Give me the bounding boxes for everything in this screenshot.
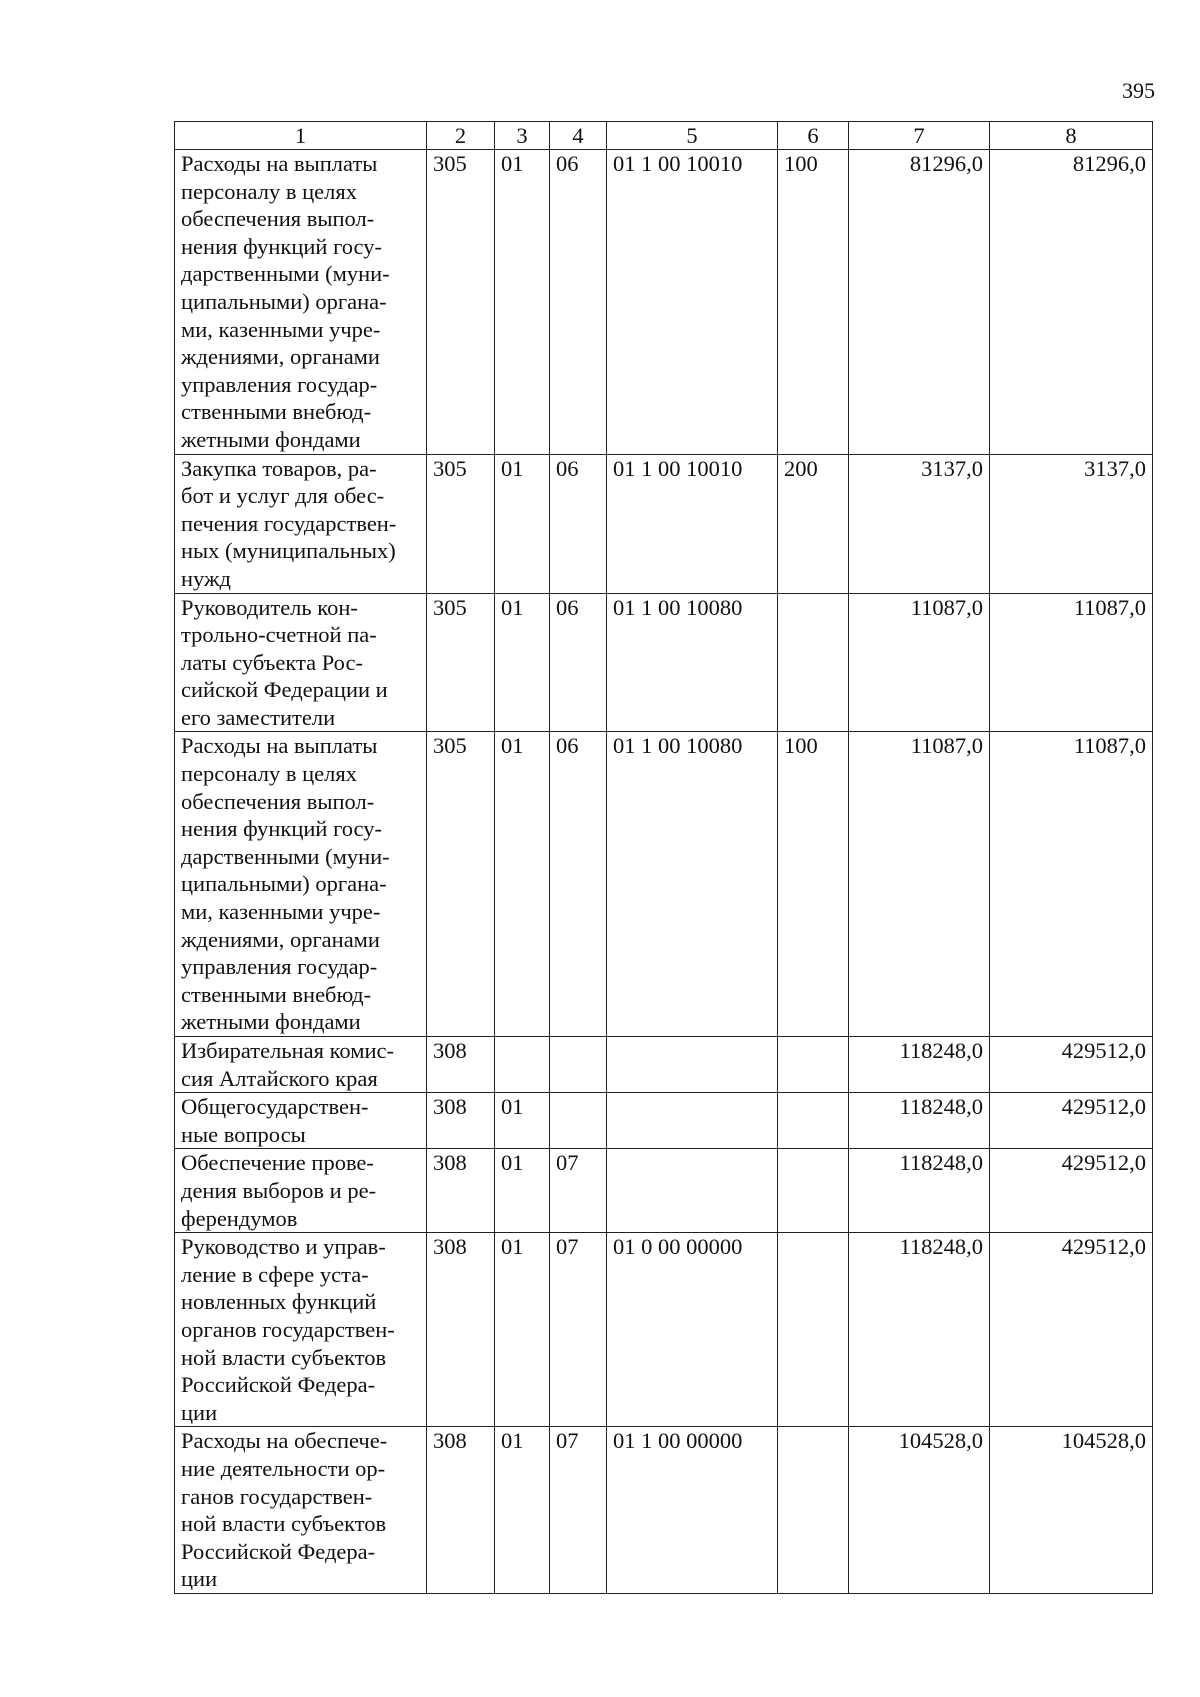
- amount-year-2-cell: 429512,0: [990, 1093, 1153, 1149]
- subsection-code-cell: [550, 1093, 607, 1149]
- row-name-line: Российской Федера-: [181, 1372, 376, 1398]
- row-name-line: обеспечения выпол-: [181, 788, 375, 814]
- row-name-line: жетными фондами: [181, 426, 361, 452]
- expense-type-cell: [778, 1427, 849, 1594]
- expense-type-cell: [778, 593, 849, 732]
- row-name-line: ные вопросы: [181, 1121, 306, 1147]
- target-code-cell: [607, 1093, 778, 1149]
- subsection-code-cell: 06: [550, 454, 607, 593]
- target-code-cell: 01 1 00 10080: [607, 593, 778, 732]
- row-name-line: ганов государствен-: [181, 1483, 373, 1509]
- subsection-code-cell: 06: [550, 150, 607, 455]
- amount-year-1-cell: 81296,0: [849, 150, 990, 455]
- table-row: [175, 1427, 1153, 1594]
- amount-year-2-cell: 429512,0: [990, 1233, 1153, 1427]
- row-name-line: ждениями, органами: [181, 926, 380, 952]
- table-row: [175, 1149, 1153, 1233]
- admin-code-cell: 305: [427, 732, 495, 1037]
- table-row: [175, 1037, 1153, 1093]
- target-code-cell: 01 0 00 00000: [607, 1233, 778, 1427]
- expense-type-cell: [778, 1037, 849, 1093]
- budget-table: [174, 121, 1153, 1594]
- column-header-1: 1: [175, 122, 427, 150]
- expense-type-cell: [778, 1093, 849, 1149]
- subsection-code-cell: [550, 1037, 607, 1093]
- subsection-code-cell: 06: [550, 593, 607, 732]
- admin-code-cell: 308: [427, 1233, 495, 1427]
- amount-year-2-cell: 429512,0: [990, 1037, 1153, 1093]
- table-row: [175, 150, 1153, 455]
- amount-year-2-cell: 104528,0: [990, 1427, 1153, 1594]
- expense-type-cell: 100: [778, 150, 849, 455]
- column-header-2: 2: [427, 122, 495, 150]
- page-number: 395: [1122, 78, 1155, 103]
- row-name-line: новленных функций: [181, 1289, 377, 1315]
- row-name-line: жетными фондами: [181, 1009, 361, 1035]
- row-name-cell: [175, 150, 427, 455]
- row-name-line: бот и услуг для обес-: [181, 483, 385, 509]
- target-code-cell: 01 1 00 10010: [607, 454, 778, 593]
- column-header-6: 6: [778, 122, 849, 150]
- amount-year-1-cell: 3137,0: [849, 454, 990, 593]
- row-name-line: обеспечения выпол-: [181, 206, 375, 232]
- row-name-line: нения функций госу-: [181, 233, 382, 259]
- amount-year-1-cell: 118248,0: [849, 1037, 990, 1093]
- row-name-line: Руководитель кон-: [181, 594, 358, 620]
- expense-type-cell: [778, 1233, 849, 1427]
- row-name-line: Обеспечение прове-: [181, 1150, 374, 1176]
- row-name-line: сия Алтайского края: [181, 1065, 378, 1091]
- section-code-cell: 01: [495, 1149, 550, 1233]
- row-name-line: Российской Федера-: [181, 1538, 376, 1564]
- row-name-line: ми, казенными учре-: [181, 899, 381, 925]
- column-header-5: 5: [607, 122, 778, 150]
- admin-code-cell: 308: [427, 1093, 495, 1149]
- row-name-line: Общегосударствен-: [181, 1094, 369, 1120]
- row-name-line: персоналу в целях: [181, 761, 357, 787]
- row-name-line: ной власти субъектов: [181, 1511, 387, 1537]
- row-name-line: Руководство и управ-: [181, 1234, 386, 1260]
- section-code-cell: [495, 1037, 550, 1093]
- row-name-line: ждениями, органами: [181, 344, 380, 370]
- subsection-code-cell: 06: [550, 732, 607, 1037]
- row-name-line: ми, казенными учре-: [181, 316, 381, 342]
- row-name-line: персоналу в целях: [181, 178, 357, 204]
- row-name-cell: [175, 454, 427, 593]
- row-name-line: ферендумов: [181, 1205, 298, 1231]
- row-name-line: дарственными (муни-: [181, 843, 390, 869]
- row-name-line: Расходы на выплаты: [181, 151, 378, 176]
- amount-year-2-cell: 11087,0: [990, 732, 1153, 1037]
- row-name-cell: [175, 1037, 427, 1093]
- section-code-cell: 01: [495, 1233, 550, 1427]
- row-name-line: Расходы на выплаты: [181, 733, 378, 759]
- row-name-cell: [175, 732, 427, 1037]
- subsection-code-cell: 07: [550, 1427, 607, 1594]
- row-name-line: сийской Федерации и: [181, 677, 388, 703]
- section-code-cell: 01: [495, 454, 550, 593]
- admin-code-cell: 308: [427, 1149, 495, 1233]
- section-code-cell: 01: [495, 732, 550, 1037]
- amount-year-1-cell: 11087,0: [849, 732, 990, 1037]
- row-name-line: нения функций госу-: [181, 816, 382, 842]
- target-code-cell: [607, 1149, 778, 1233]
- table-row: [175, 593, 1153, 732]
- amount-year-1-cell: 118248,0: [849, 1149, 990, 1233]
- row-name-line: управления государ-: [181, 954, 378, 980]
- amount-year-1-cell: 104528,0: [849, 1427, 990, 1594]
- row-name-cell: [175, 1427, 427, 1594]
- row-name-line: органов государствен-: [181, 1316, 395, 1342]
- row-name-cell: [175, 1093, 427, 1149]
- subsection-code-cell: 07: [550, 1149, 607, 1233]
- amount-year-1-cell: 11087,0: [849, 593, 990, 732]
- table-row: [175, 1093, 1153, 1149]
- amount-year-2-cell: 3137,0: [990, 454, 1153, 593]
- row-name-cell: [175, 1233, 427, 1427]
- section-code-cell: 01: [495, 1427, 550, 1594]
- row-name-line: нужд: [181, 565, 231, 591]
- row-name-line: его заместители: [181, 704, 336, 730]
- row-name-line: ции: [181, 1566, 218, 1592]
- subsection-code-cell: 07: [550, 1233, 607, 1427]
- row-name-line: ципальными) органа-: [181, 288, 387, 314]
- target-code-cell: [607, 1037, 778, 1093]
- row-name-line: ление в сфере уста-: [181, 1261, 369, 1287]
- table-body: [175, 150, 1153, 1594]
- row-name-line: ной власти субъектов: [181, 1344, 387, 1370]
- target-code-cell: 01 1 00 00000: [607, 1427, 778, 1594]
- admin-code-cell: 308: [427, 1037, 495, 1093]
- row-name-cell: [175, 593, 427, 732]
- admin-code-cell: 308: [427, 1427, 495, 1594]
- table-row: [175, 1233, 1153, 1427]
- row-name-line: трольно-счетной па-: [181, 622, 377, 648]
- expense-type-cell: 200: [778, 454, 849, 593]
- expense-type-cell: 100: [778, 732, 849, 1037]
- table-header-row: [175, 122, 1153, 150]
- amount-year-2-cell: 81296,0: [990, 150, 1153, 455]
- column-header-8: 8: [990, 122, 1153, 150]
- row-name-line: латы субъекта Рос-: [181, 649, 363, 675]
- section-code-cell: 01: [495, 1093, 550, 1149]
- section-code-cell: 01: [495, 593, 550, 732]
- section-code-cell: 01: [495, 150, 550, 455]
- amount-year-1-cell: 118248,0: [849, 1093, 990, 1149]
- row-name-line: ции: [181, 1399, 218, 1425]
- column-header-3: 3: [495, 122, 550, 150]
- admin-code-cell: 305: [427, 150, 495, 455]
- row-name-line: ние деятельности ор-: [181, 1455, 386, 1481]
- admin-code-cell: 305: [427, 593, 495, 732]
- row-name-line: дения выборов и ре-: [181, 1177, 377, 1203]
- amount-year-2-cell: 11087,0: [990, 593, 1153, 732]
- row-name-line: Расходы на обеспече-: [181, 1428, 388, 1454]
- row-name-line: ственными внебюд-: [181, 981, 372, 1007]
- amount-year-2-cell: 429512,0: [990, 1149, 1153, 1233]
- expense-type-cell: [778, 1149, 849, 1233]
- admin-code-cell: 305: [427, 454, 495, 593]
- row-name-line: ципальными) органа-: [181, 871, 387, 897]
- row-name-line: управления государ-: [181, 371, 378, 397]
- column-header-4: 4: [550, 122, 607, 150]
- row-name-line: дарственными (муни-: [181, 261, 390, 287]
- row-name-line: ных (муниципальных): [181, 538, 396, 564]
- target-code-cell: 01 1 00 10080: [607, 732, 778, 1037]
- table-row: [175, 454, 1153, 593]
- row-name-line: Закупка товаров, ра-: [181, 455, 377, 481]
- row-name-line: Избирательная комис-: [181, 1038, 394, 1063]
- column-header-7: 7: [849, 122, 990, 150]
- row-name-cell: [175, 1149, 427, 1233]
- amount-year-1-cell: 118248,0: [849, 1233, 990, 1427]
- table-row: [175, 732, 1153, 1037]
- row-name-line: печения государствен-: [181, 510, 397, 536]
- row-name-line: ственными внебюд-: [181, 399, 372, 425]
- target-code-cell: 01 1 00 10010: [607, 150, 778, 455]
